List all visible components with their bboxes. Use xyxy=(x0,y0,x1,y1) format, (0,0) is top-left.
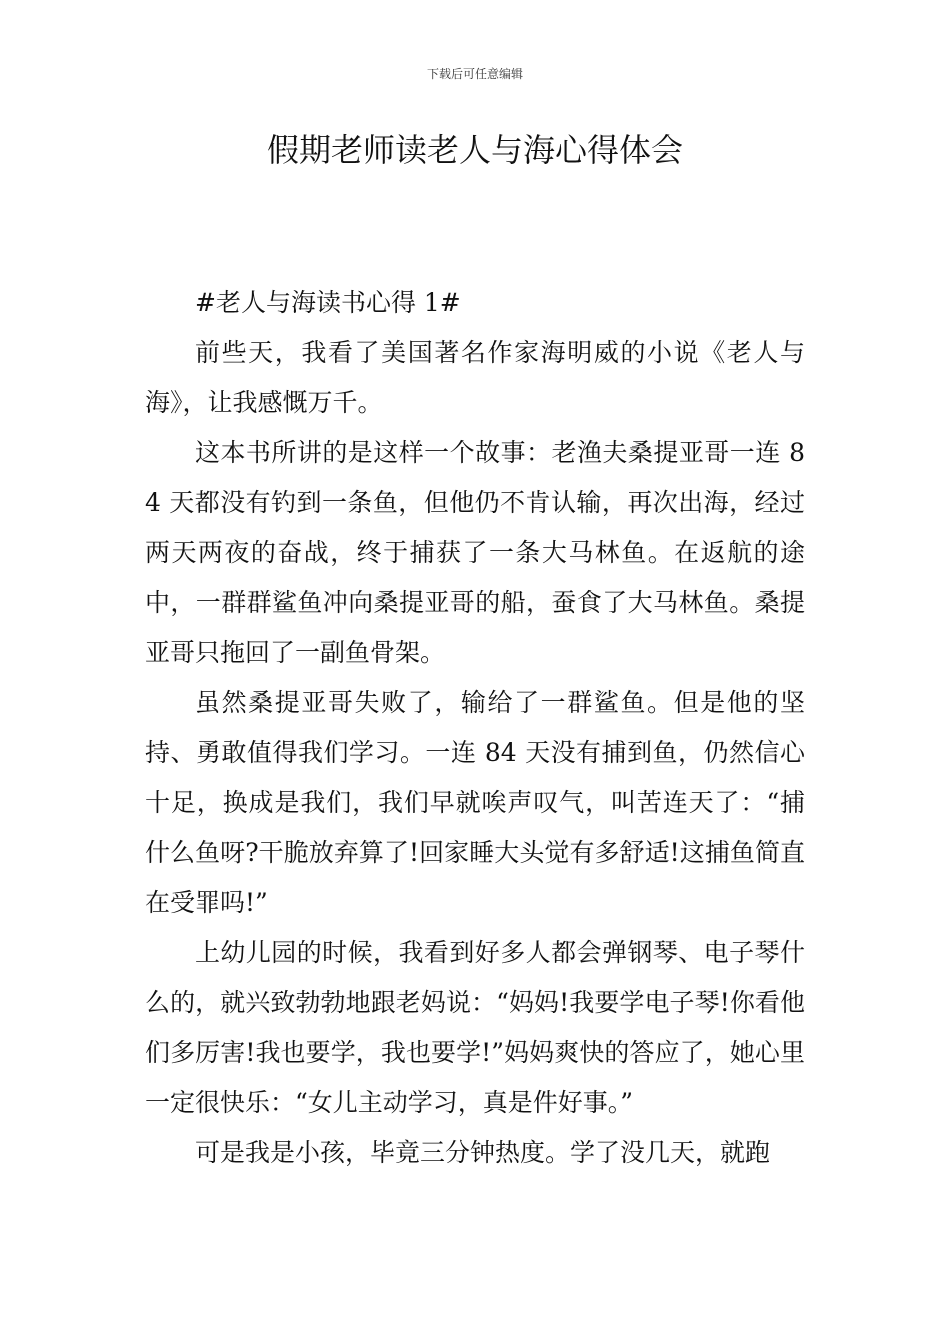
paragraph: 可是我是小孩，毕竟三分钟热度。学了没几天，就跑 xyxy=(195,1138,771,1167)
header-note: 下载后可任意编辑 xyxy=(426,67,523,81)
paragraph: 这本书所讲的是这样一个故事：老渔夫桑提亚哥一连 84 天都没有钓到一条鱼，但他仍不肯认输，再次出海，经过两天两夜的奋战，终于捕获了一条大马林鱼。在返航的途中，一群群鲨鱼冲向桑提亚哥的船，蚕食了大马林鱼。桑提亚哥只拖回了一副鱼骨架。 xyxy=(145,438,805,667)
paragraph: 虽然桑提亚哥失败了，输给了一群鲨鱼。但是他的坚持、勇敢值得我们学习。一连 84 天没有捕到鱼，仍然信心十足，换成是我们，我们早就唉声叹气，叫苦连天了：“捕什么鱼呀?干脆放弃算了!回家睡大头觉有多舒适!这捕鱼简直在受罪吗!” xyxy=(145,688,805,917)
paragraph: 前些天，我看了美国著名作家海明威的小说《老人与海》，让我感慨万千。 xyxy=(145,338,805,417)
document-title: 假期老师读老人与海心得体会 xyxy=(266,131,683,169)
paragraph-section-heading: #老人与海读书心得 1# xyxy=(195,288,461,317)
document-body xyxy=(145,278,805,1178)
paragraph: 上幼儿园的时候，我看到好多人都会弹钢琴、电子琴什么的，就兴致勃勃地跟老妈说：“妈妈!我要学电子琴!你看他们多厉害!我也要学，我也要学!”妈妈爽快的答应了，她心里一定很快乐：“女儿主动学习，真是件好事。” xyxy=(145,938,805,1117)
